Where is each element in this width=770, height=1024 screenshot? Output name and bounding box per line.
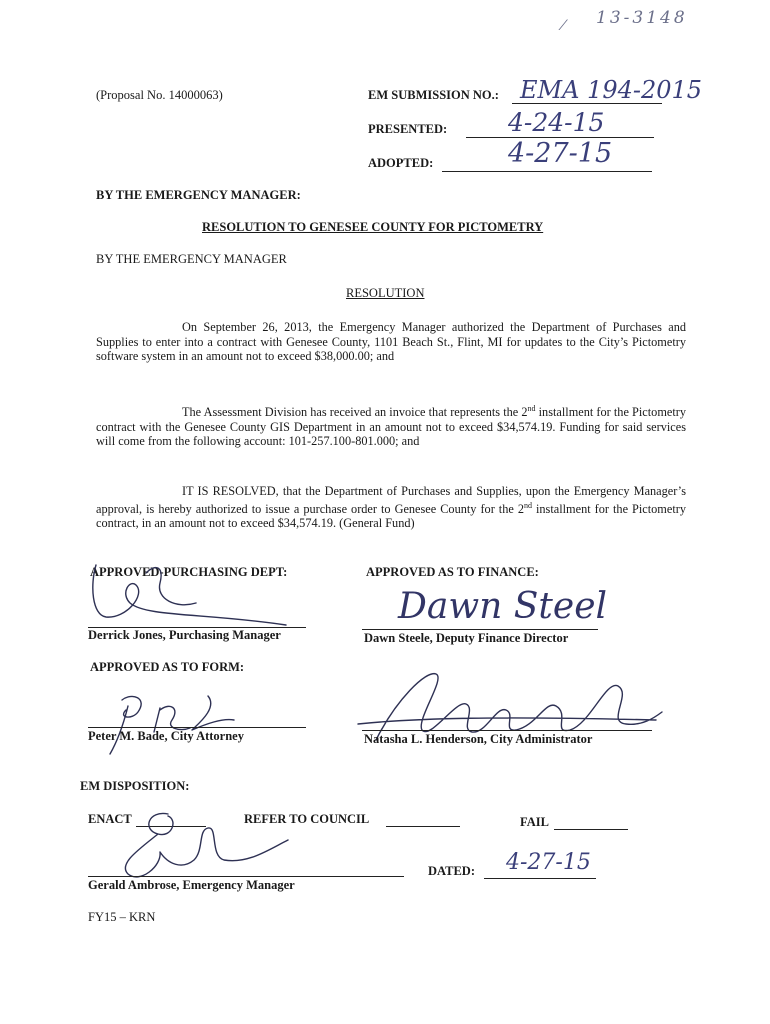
adopted-value: 4-27-15 xyxy=(508,138,613,169)
paragraph-2-text-a: The Assessment Division has received an invoice that represents the 2 xyxy=(182,405,528,420)
adopted-line xyxy=(442,171,652,172)
presented-label: PRESENTED: xyxy=(368,122,448,136)
corner-note: 13-3148 xyxy=(596,8,688,28)
dated-line xyxy=(484,878,596,879)
fail-label: FAIL xyxy=(520,815,549,829)
fail-line xyxy=(554,829,628,830)
paragraph-2 xyxy=(96,402,686,449)
dated-label: DATED: xyxy=(428,864,475,878)
adopted-label: ADOPTED: xyxy=(368,156,434,170)
paragraph-2-text-b: installment for the Pictometry contract with the Genesee County GIS Department in an amount not to exceed $34,574.19. Funding for said services will come from the following account: 101-257.100-801.000; and xyxy=(96,405,687,449)
footer-code: FY15 – KRN xyxy=(88,910,156,924)
administrator-signature-line xyxy=(362,730,652,731)
dated-value: 4-27-15 xyxy=(506,850,591,875)
by-line: BY THE EMERGENCY MANAGER xyxy=(96,252,287,266)
disposition-heading: EM DISPOSITION: xyxy=(80,779,190,793)
emergency-manager-signature-line xyxy=(88,876,404,877)
corner-tick: ⁄ xyxy=(562,18,565,34)
em-submission-label: EM SUBMISSION NO.: xyxy=(368,88,499,102)
attorney-signature-line xyxy=(88,727,306,728)
attorney-signer-name: Peter M. Bade, City Attorney xyxy=(88,729,244,743)
paragraph-3-text-b: installment for the Pictometry contract, in an amount not to exceed $34,574.19. (General Fund) xyxy=(96,501,686,531)
enact-label: ENACT xyxy=(88,812,132,826)
paragraph-3 xyxy=(96,484,686,531)
attorney-signature xyxy=(88,688,248,758)
finance-signature-line xyxy=(362,629,598,630)
refer-to-council-line xyxy=(386,826,460,827)
paragraph-3-text-a: IT IS RESOLVED, that the Department of Purchases and Supplies, upon the Emergency Manager’s approval, is hereby authorized to issue a purchase order to Genesee County for the 2 xyxy=(96,484,686,516)
purchasing-signer-name: Derrick Jones, Purchasing Manager xyxy=(88,628,281,642)
em-submission-value: EMA 194-2015 xyxy=(520,76,703,104)
finance-signer-name: Dawn Steele, Deputy Finance Director xyxy=(364,631,569,645)
resolution-heading: RESOLUTION xyxy=(346,286,425,300)
form-approval-heading: APPROVED AS TO FORM: xyxy=(90,660,245,674)
document-title: RESOLUTION TO GENESEE COUNTY FOR PICTOMETRY xyxy=(202,220,544,234)
purchasing-signature xyxy=(86,555,316,635)
presented-value: 4-24-15 xyxy=(508,108,605,137)
emergency-manager-name: Gerald Ambrose, Emergency Manager xyxy=(88,878,295,892)
paragraph-1-text: On September 26, 2013, the Emergency Manager authorized the Department of Purchases and Supplies to enter into a contract with Genesee County, 1101 Beach St., Flint, MI for updates to the City’s Pictometry software system in an amount not to exceed $38,000.00; and xyxy=(96,320,686,363)
finance-signature: Dawn Steel xyxy=(398,586,608,627)
purchasing-approval-heading: APPROVED-PURCHASING DEPT: xyxy=(90,565,288,579)
paragraph-1 xyxy=(96,320,686,364)
administrator-signer-name: Natasha L. Henderson, City Administrator xyxy=(364,732,593,746)
proposal-number: (Proposal No. 14000063) xyxy=(96,88,223,102)
paragraph-3-sup: nd xyxy=(523,500,532,510)
paragraph-2-sup: nd xyxy=(527,404,536,413)
refer-to-council-label: REFER TO COUNCIL xyxy=(244,812,370,826)
by-emergency-manager-heading: BY THE EMERGENCY MANAGER: xyxy=(96,188,301,202)
finance-approval-heading: APPROVED AS TO FINANCE: xyxy=(366,565,539,579)
